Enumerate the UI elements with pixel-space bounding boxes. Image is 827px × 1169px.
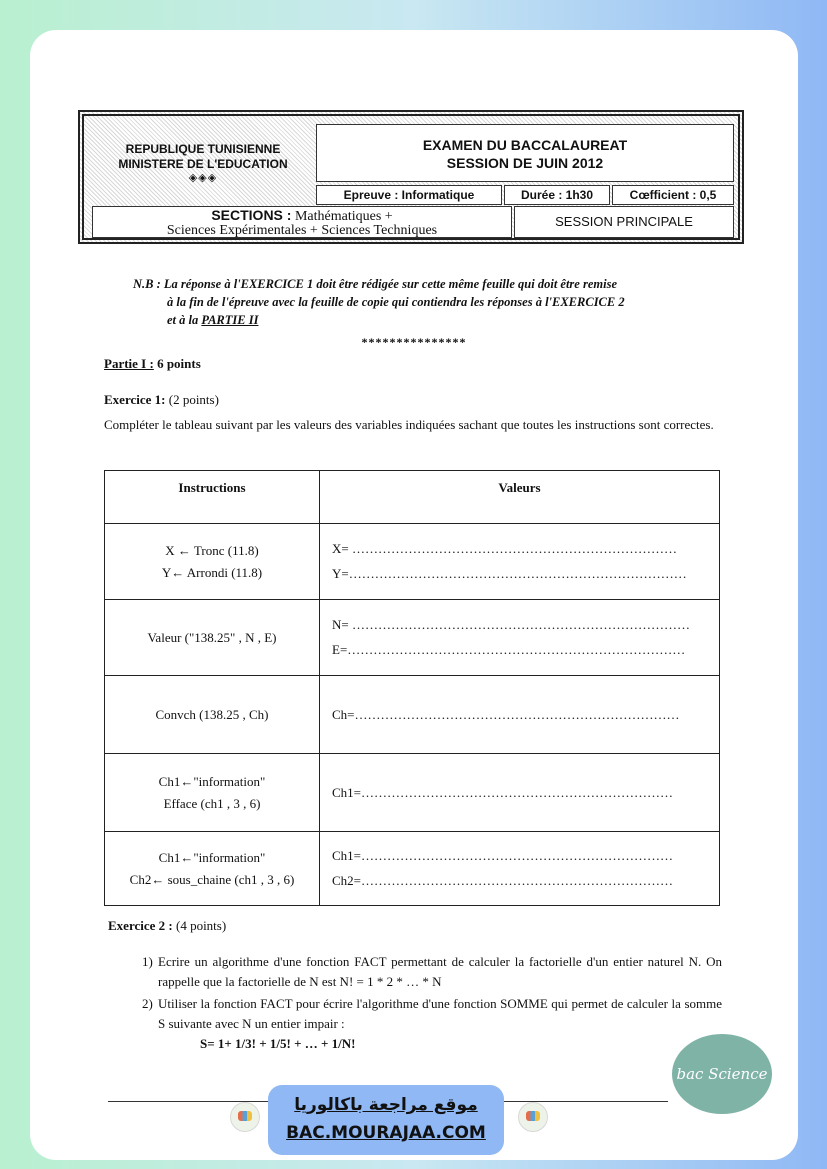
site-url-link[interactable]: BAC.MOURAJAA.COM <box>286 1123 486 1143</box>
question-2 <box>142 994 722 1034</box>
instruction-line: X ← Tronc (11.8) <box>165 542 259 558</box>
sum-formula: S= 1+ 1/3! + 1/5! + … + 1/N! <box>200 1036 356 1051</box>
partie1-heading <box>104 356 201 372</box>
site-arabic-name[interactable]: موقع مراجعة باكالوريا <box>294 1095 478 1115</box>
instruction-cell <box>105 600 320 676</box>
instruction-line: Efface (ch1 , 3 , 6) <box>163 795 261 811</box>
exercice1-label: Exercice 1: <box>104 392 166 407</box>
nb-line3-pre: et à la <box>167 313 202 327</box>
site-mini-logo-icon <box>230 1102 260 1132</box>
site-mini-logo-icon <box>518 1102 548 1132</box>
instruction-line: Convch (138.25 , Ch) <box>155 706 269 722</box>
exercice1-points: (2 points) <box>165 392 219 407</box>
partie1-label: Partie I : <box>104 356 154 371</box>
exam-page <box>30 30 798 1160</box>
value-line[interactable]: Ch1=……………………………………………………………… <box>332 784 674 800</box>
question-number: 1) <box>142 954 153 969</box>
session-principale-cell: SESSION PRINCIPALE <box>514 206 734 238</box>
table-row <box>105 754 720 832</box>
partie2-ref: PARTIE II <box>201 313 259 327</box>
instruction-line: Y← Arrondi (11.8) <box>161 564 263 580</box>
exam-title: EXAMEN DU BACCALAUREAT <box>422 137 628 153</box>
exam-session: SESSION DE JUIN 2012 <box>446 155 604 171</box>
exercice1-intro: Compléter le tableau suivant par les valeurs des variables indiquées sachant que toutes les instructions sont correctes. <box>104 417 714 432</box>
header-instructions: Instructions <box>105 471 320 524</box>
instruction-cell <box>105 754 320 832</box>
nb-line1: N.B : La réponse à l'EXERCICE 1 doit être rédigée sur cette même feuille qui doit être remise <box>133 277 617 291</box>
table-header-row <box>105 471 720 524</box>
bac-science-logo: bac Science <box>672 1034 772 1114</box>
exam-header <box>78 110 744 244</box>
exam-title-block <box>316 124 734 182</box>
table-row <box>105 676 720 754</box>
instruction-line: Ch1←"information" <box>158 773 266 789</box>
instruction-cell <box>105 524 320 600</box>
header-valeurs: Valeurs <box>320 471 720 524</box>
question-number: 2) <box>142 996 153 1011</box>
value-cell[interactable] <box>320 754 720 832</box>
question-1 <box>142 952 722 992</box>
instruction-line: Valeur ("138.25" , N , E) <box>147 629 277 645</box>
site-banner[interactable] <box>268 1085 504 1155</box>
sections-line2: Sciences Expérimentales + Sciences Techniques <box>166 223 438 238</box>
exercice1-heading <box>104 392 219 408</box>
value-cell[interactable] <box>320 676 720 754</box>
republic-label: REPUBLIQUE TUNISIENNE <box>125 142 281 156</box>
duree-cell: Durée : 1h30 <box>504 185 610 205</box>
exercice2-points: (4 points) <box>172 918 227 933</box>
table-row <box>105 600 720 676</box>
sections-value: Mathématiques + <box>294 209 393 224</box>
nb-note <box>133 275 738 329</box>
nb-line3 <box>133 311 738 329</box>
sections-block <box>92 206 512 238</box>
instruction-cell <box>105 676 320 754</box>
instruction-line: Ch2← sous_chaine (ch1 , 3 , 6) <box>129 871 295 887</box>
nb-line2: à la fin de l'épreuve avec la feuille de copie qui contiendra les réponses à l'EXERCICE 2 <box>167 295 625 309</box>
value-line[interactable]: Ch1=……………………………………………………………… <box>332 848 674 863</box>
answer-table <box>104 470 720 906</box>
coefficient-cell: Cœfficient : 0,5 <box>612 185 734 205</box>
separator: *************** <box>361 335 467 349</box>
value-cell[interactable] <box>320 524 720 600</box>
sections-label: SECTIONS : <box>211 207 292 223</box>
instruction-cell <box>105 832 320 906</box>
value-line[interactable]: Ch=………………………………………………………………… <box>332 706 680 722</box>
question-text: Utiliser la fonction FACT pour écrire l'algorithme d'une fonction SOMME qui permet de calculer la somme S suivante avec N un entier impair : <box>158 996 722 1031</box>
partie1-points: 6 points <box>153 356 201 371</box>
value-line[interactable]: X= ………………………………………………………………… <box>332 541 677 556</box>
value-line[interactable]: E=…………………………………………………………………… <box>332 642 686 657</box>
value-line[interactable]: Y=…………………………………………………………………… <box>332 566 687 581</box>
ministry-label: MINISTERE DE L'EDUCATION <box>118 157 288 171</box>
table-row <box>105 832 720 906</box>
value-cell[interactable] <box>320 832 720 906</box>
instruction-line: Ch1←"information" <box>158 849 266 865</box>
table-row <box>105 524 720 600</box>
exercice2-heading <box>108 918 226 934</box>
ornament: ◈◈◈ <box>188 172 218 184</box>
exercice2-label: Exercice 2 : <box>108 918 173 933</box>
ministry-block <box>92 124 314 200</box>
question-text: Ecrire un algorithme d'une fonction FACT permettant de calculer la factorielle d'un entier naturel N. On rappelle que la factorielle de N est N! = 1 * 2 * … * N <box>158 954 722 989</box>
epreuve-cell: Epreuve : Informatique <box>316 185 502 205</box>
value-line[interactable]: Ch2=……………………………………………………………… <box>332 873 674 888</box>
value-cell[interactable] <box>320 600 720 676</box>
value-line[interactable]: N= …………………………………………………………………… <box>332 617 690 632</box>
